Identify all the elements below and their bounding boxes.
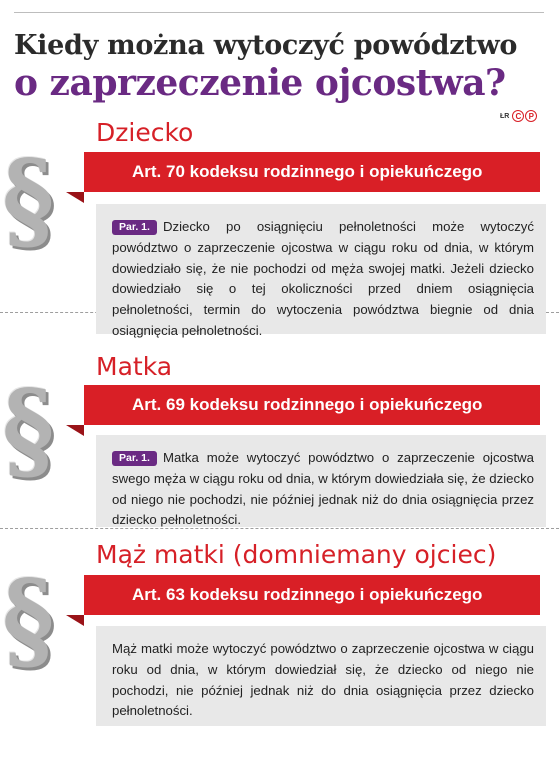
banner-fold [66, 425, 84, 436]
title-line-2: o zaprzeczenie ojcostwa? [14, 62, 506, 104]
divider-dashed [0, 528, 559, 529]
paragraph-icon: § [2, 137, 55, 263]
article-text: Matka może wytoczyć powództwo o zaprzeczenie ojcostwa swego męża w ciągu roku od dnia, w którym dowiedziała się, że dziecko od niego nie pochodzi, nie później jednak niż do dnia osiągnięcia przez dziecko pełnoletności. [112, 450, 534, 528]
article-text-box [96, 435, 546, 527]
article-title: Art. 70 kodeksu rodzinnego i opiekuńczego [132, 162, 483, 181]
article-title: Art. 69 kodeksu rodzinnego i opiekuńczego [132, 395, 483, 414]
section-heading: Mąż matki (domniemany ojciec) [96, 540, 497, 569]
paragraph-badge: Par. 1. [112, 451, 157, 466]
article-text: Mąż matki może wytoczyć powództwo o zaprzeczenie ojcostwa w ciągu roku od dnia, w którym dowiedział się, że dziecko od niego nie pochodzi, nie później jednak niż do dnia osiągnięcia przez dziecko pełnoletności. [112, 641, 534, 719]
section-heading: Dziecko [96, 118, 194, 147]
article-title: Art. 63 kodeksu rodzinnego i opiekuńczego [132, 585, 483, 604]
article-banner [66, 575, 546, 615]
banner-fold [66, 615, 84, 626]
paragraph-icon: § [2, 367, 55, 493]
article-text-box [96, 626, 546, 726]
credit [500, 110, 537, 122]
paragraph-badge: Par. 1. [112, 220, 157, 235]
article-banner [66, 152, 546, 192]
section-heading: Matka [96, 352, 173, 381]
article-text-box [96, 204, 546, 338]
banner-fold [66, 192, 84, 203]
cp-logo [512, 110, 537, 122]
article-text: Dziecko po osiągnięciu pełnoletności może wytoczyć powództwo o zaprzeczenie ojcostwa w ciągu roku od dnia, w którym dowiedziało się, że nie pochodzi od męża swojej matki. Jeżeli dziecko dowiedziało się o tej okoliczności przed dniem osiągnięcia pełnoletności, termin do wytoczenia powództwa biegnie od dnia osiągnięcia pełnoletności. [112, 219, 534, 338]
title-line-1: Kiedy można wytoczyć powództwo [14, 30, 518, 61]
cp-logo-letter-c: C [512, 110, 524, 122]
top-rule [14, 12, 544, 13]
cp-logo-letter-p: P [525, 110, 537, 122]
paragraph-icon: § [2, 557, 55, 683]
author-initials: ŁR [500, 112, 510, 120]
article-banner [66, 385, 546, 425]
